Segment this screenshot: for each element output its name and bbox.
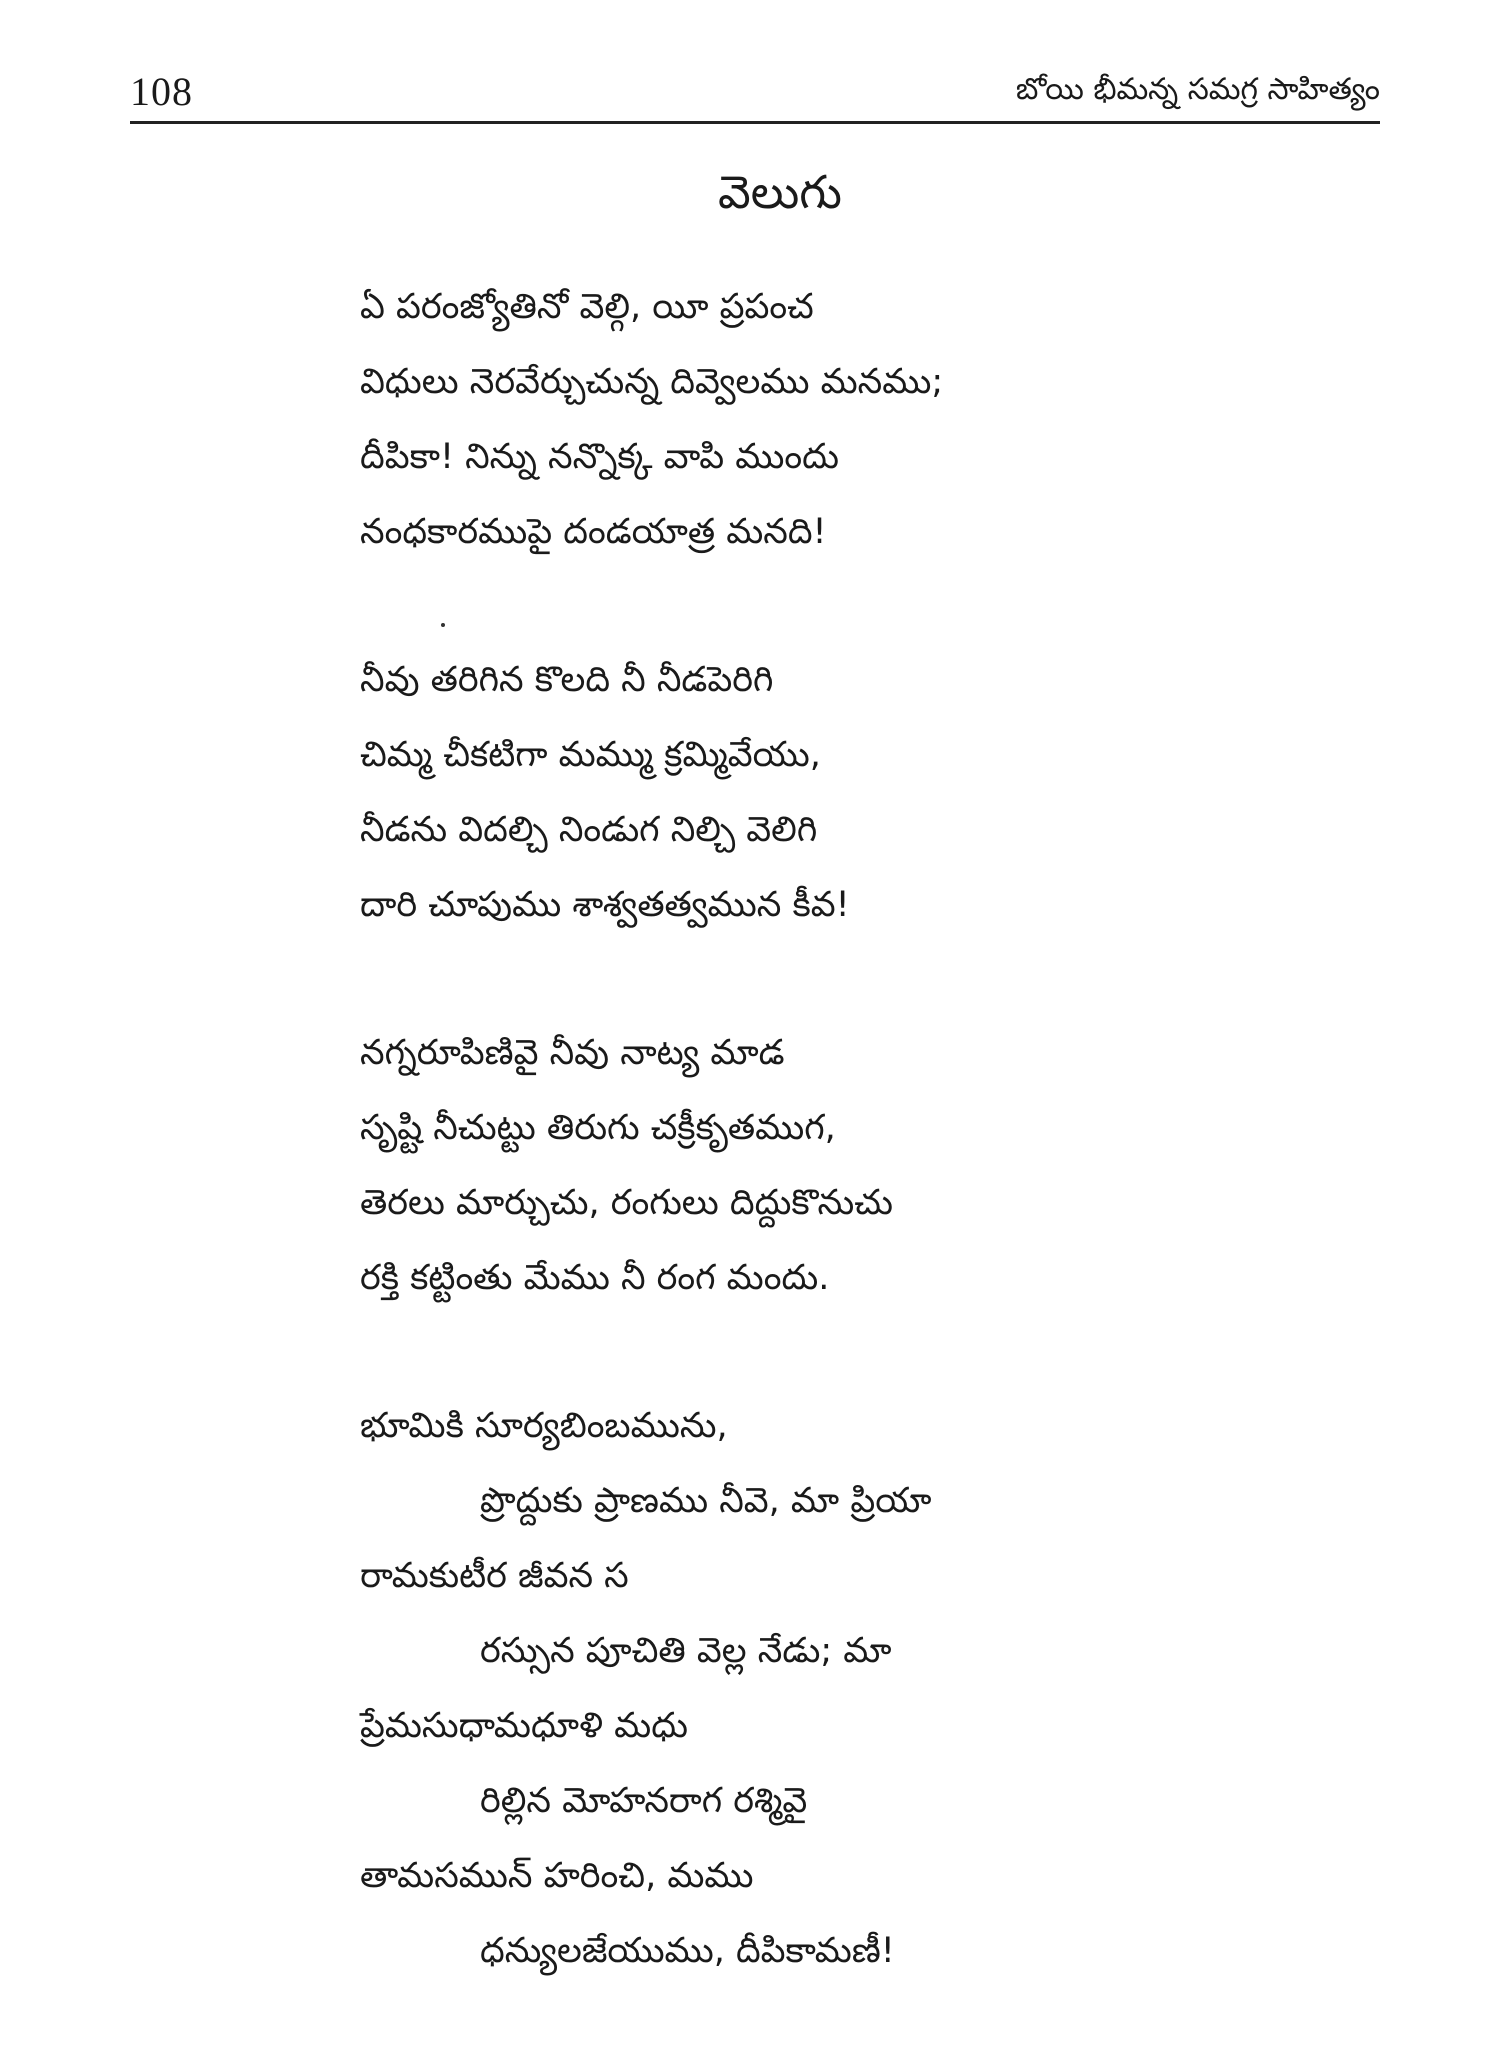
verse-line: నంధకారముపై దండయాత్ర మనది! bbox=[360, 512, 827, 552]
stanza-3 bbox=[360, 1016, 1360, 1316]
verse-line-indented: ప్రొద్దుకు ప్రాణము నీవె, మా ప్రియా bbox=[480, 1481, 932, 1521]
verse-line: తెరలు మార్చుచు, రంగులు దిద్దుకొనుచు bbox=[360, 1183, 893, 1223]
verse-line: ఏ పరంజ్యోతినో వెల్గి, యీ ప్రపంచ bbox=[360, 287, 814, 327]
verse-line-indented: రస్సున పూచితి వెల్ల నేడు; మా bbox=[480, 1631, 892, 1671]
poem-body bbox=[360, 270, 1360, 2062]
page-header bbox=[130, 60, 1380, 122]
verse-line: నీవు తరిగిన కొలది నీ నీడపెరిగి bbox=[360, 660, 774, 700]
poem-title: వెలుగు bbox=[718, 165, 842, 219]
verse-line: దీపికా! నిన్ను నన్నొక్క వాపి ముందు bbox=[360, 437, 839, 477]
header-rule bbox=[130, 121, 1380, 124]
verse-line: భూమికి సూర్యబింబమును, bbox=[360, 1406, 728, 1446]
verse-line-indented: ధన్యులజేయుము, దీపికామణీ! bbox=[480, 1931, 895, 1971]
page-number: 108 bbox=[130, 69, 193, 114]
verse-line: సృష్టి నీచుట్టు తిరుగు చక్రీకృతముగ, bbox=[360, 1108, 836, 1148]
verse-line: చిమ్మ చీకటిగా మమ్ము క్రమ్మివేయు, bbox=[360, 735, 821, 775]
verse-line: నగ్నరూపిణివై నీవు నాట్య మాడ bbox=[360, 1033, 785, 1073]
verse-line: తామసమున్ హరించి, మము bbox=[360, 1856, 754, 1896]
stanza-2 bbox=[360, 643, 1360, 943]
verse-line: రామకుటీర జీవన స bbox=[360, 1556, 629, 1596]
print-speck bbox=[441, 623, 445, 627]
stanza-1 bbox=[360, 270, 1360, 570]
running-title: బోయి భీమన్న సమగ్ర సాహిత్యం bbox=[1015, 72, 1380, 107]
stanza-4 bbox=[360, 1389, 1360, 1989]
verse-line: నీడను విదల్చి నిండుగ నిల్చి వెలిగి bbox=[360, 810, 818, 850]
verse-line: దారి చూపుము శాశ్వతత్వమున కీవ! bbox=[360, 885, 850, 925]
verse-line: విధులు నెరవేర్చుచున్న దివ్వెలము మనము; bbox=[360, 362, 944, 402]
verse-line-indented: రిల్లిన మోహనరాగ రశ్మివై bbox=[480, 1781, 808, 1821]
verse-line: రక్తి కట్టింతు మేము నీ రంగ మందు. bbox=[360, 1258, 830, 1298]
verse-line: ప్రేమసుధామధూళి మధు bbox=[360, 1706, 689, 1746]
